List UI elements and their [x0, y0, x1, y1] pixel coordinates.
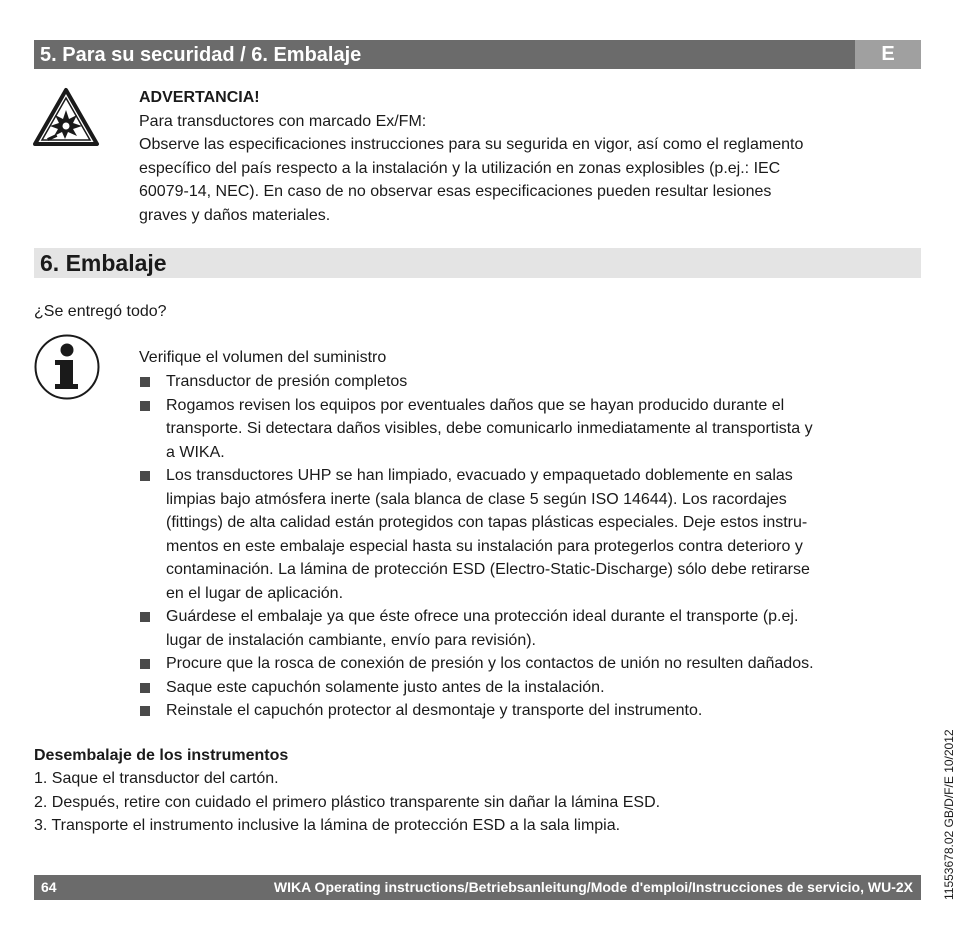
unpacking-title: Desembalaje de los instrumentos — [34, 747, 289, 764]
list-item — [139, 464, 919, 605]
supply-intro: Verifique el volumen del suministro — [139, 349, 387, 366]
language-tab: E — [855, 40, 921, 69]
chapter-title: 5. Para su securidad / 6. Embalaje — [40, 44, 362, 66]
checklist — [139, 370, 919, 723]
step-item: 1. Saque el transductor del cartón. — [34, 770, 279, 787]
warning-line: específico del país respecto a la instalación y la utilización en zonas explosibles (p.ej.: IEC — [139, 159, 781, 177]
page-footer-bar — [34, 875, 921, 900]
warning-heading: ADVERTANCIA! — [139, 89, 260, 106]
chapter-header-bar — [34, 40, 921, 69]
list-item-line: Procure que la rosca de conexión de presión y los contactos de unión no resulten dañados. — [166, 655, 814, 672]
section-header-bar — [34, 248, 921, 278]
bullet-square-icon — [140, 706, 150, 716]
warning-line: 60079-14, NEC). En caso de no observar esas especificaciones pueden resultar lesiones — [139, 183, 772, 200]
explosion-warning-icon — [33, 88, 99, 146]
unpacking-steps — [34, 767, 914, 838]
bullet-square-icon — [140, 471, 150, 481]
list-item-line: limpias bajo atmósfera inerte (sala blanca de clase 5 según ISO 14644). Los racordajes — [166, 490, 787, 508]
list-item — [139, 605, 919, 652]
list-item-line: Reinstale el capuchón protector al desmontaje y transporte del instrumento. — [166, 702, 703, 719]
list-item — [139, 370, 919, 394]
list-item — [139, 652, 919, 676]
bullet-square-icon — [140, 683, 150, 693]
page-number: 64 — [41, 879, 57, 895]
bullet-square-icon — [140, 401, 150, 411]
list-item-line: Rogamos revisen los equipos por eventuales daños que se hayan producido durante el — [166, 396, 785, 414]
info-icon — [33, 333, 101, 401]
list-item-line: contaminación. La lámina de protección ESD (Electro-Static-Discharge) sólo debe retirarse — [166, 561, 810, 578]
list-item-line: mentos en este embalaje especial hasta su instalación para protegerlos contra deterioro y — [166, 537, 803, 555]
warning-block — [139, 86, 919, 227]
list-item — [139, 394, 919, 465]
document-code: 11553678.02 GB/D/F/E 10/2012 — [942, 729, 956, 900]
bullet-square-icon — [140, 377, 150, 387]
warning-line: Observe las especificaciones instrucciones para su segurida en vigor, así como el reglamento — [139, 136, 804, 153]
bullet-square-icon — [140, 612, 150, 622]
list-item-line: Guárdese el embalaje ya que éste ofrece una protección ideal durante el transporte (p.ej. — [166, 608, 799, 625]
list-item-line: a WIKA. — [166, 443, 225, 461]
list-item-line: transporte. Si detectara daños visibles, debe comunicarlo inmediatamente al transportista y — [166, 420, 813, 437]
list-item — [139, 699, 919, 723]
warning-line: graves y daños materiales. — [139, 206, 331, 224]
list-item-line: (fittings) de alta calidad están protegidos con tapas plásticas especiales. Deje estos instru- — [166, 514, 808, 531]
step-item: 2. Después, retire con cuidado el primero plástico transparente sin dañar la lámina ESD. — [34, 793, 661, 811]
section-title: 6. Embalaje — [40, 250, 167, 276]
list-item-line: en el lugar de aplicación. — [166, 584, 344, 602]
list-item-line: Los transductores UHP se han limpiado, evacuado y empaquetado doblemente en salas — [166, 467, 793, 484]
list-item-line: Saque este capuchón solamente justo antes de la instalación. — [166, 678, 605, 696]
delivery-question: ¿Se entregó todo? — [34, 303, 167, 320]
list-item-line: Transductor de presión completos — [166, 373, 408, 390]
step-item: 3. Transporte el instrumento inclusive la lámina de protección ESD a la sala limpia. — [34, 817, 621, 834]
list-item — [139, 676, 919, 700]
footer-title: WIKA Operating instructions/Betriebsanleitung/Mode d'emploi/Instrucciones de servicio, WU-2X — [273, 879, 913, 895]
list-item-line: lugar de instalación cambiante, envío para revisión). — [166, 631, 536, 649]
warning-line: Para transductores con marcado Ex/FM: — [139, 112, 427, 130]
bullet-square-icon — [140, 659, 150, 669]
